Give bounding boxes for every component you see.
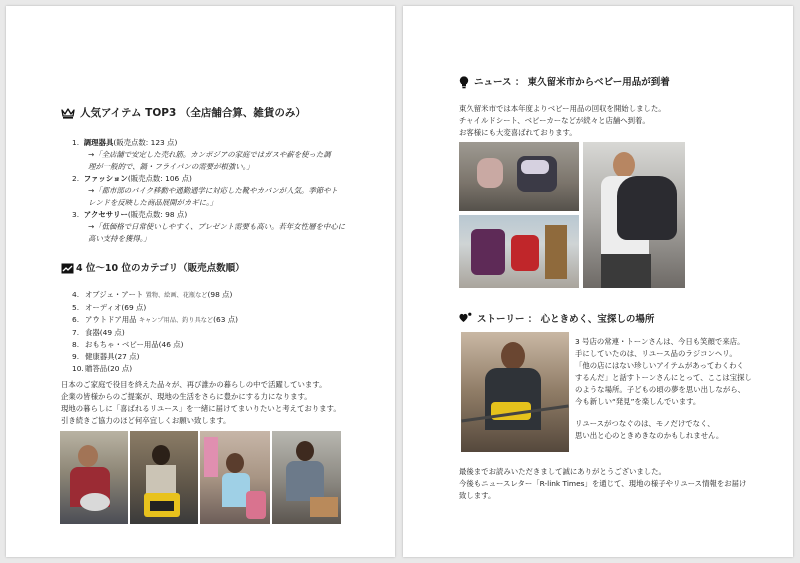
item-title: アクセサリー [83, 210, 128, 219]
item-comment: →「都市部のバイク移動や通勤通学に対応した靴やカバンが人気。季節やト [88, 186, 338, 195]
page-left [6, 6, 395, 557]
list-item: 6. アウトドア用品 キャンプ用品、釣り具など(63 点) [72, 315, 239, 324]
top3-heading: 人気アイテム TOP3 （全店舗合算、雑貨のみ） [80, 107, 306, 119]
news-body: 東久留米市では本年度よりベビー用品の回収を開始しました。 チャイルドシート、ベビーカーなどが続々と店舗へ到着。 お客様にも大変喜ばれております。 [459, 104, 666, 137]
item-comment: →「低価格で日常使いしやすく、プレゼント需要も高い。若年女性層を中心に [88, 222, 346, 231]
crown-icon [61, 107, 75, 119]
message-paragraph: 日本のご家庭で役目を終えた品々が、再び誰かの暮らしの中で活躍しています。 企業の皆様からのご提案が、現地の生活をさらに豊かにする力になります。 現地の暮らしに「喜ばれるリユース」を一緒に届けてまいりたいと考えております。 引き続きご協力のほど何卒宜しくお願い致します。 [61, 380, 341, 425]
item-title: ファッション [83, 174, 128, 183]
photo-customer-3 [200, 431, 270, 524]
category-list [72, 289, 238, 375]
closing-message: 最後までお読みいただきまして誠にありがとうございました。 今後もニュースレター「R-link Times」を通じて、現地の様子やリユース情報をお届け 致します。 [459, 467, 747, 500]
item-comment: 理が一般的で、鍋・フライパンの需要が根強い。」 [88, 162, 254, 171]
story-heading: ストーリー ： 心ときめく、宝探しの場所 [477, 314, 655, 325]
top3-item [72, 209, 372, 245]
top3-item [72, 173, 372, 209]
category-heading: 4 位〜10 位のカテゴリ（販売点数順） [76, 263, 245, 274]
photo-customer-2 [130, 431, 198, 524]
lightbulb-icon [459, 76, 469, 89]
item-number: 2. [72, 174, 80, 183]
item-title: 調理器具 [83, 138, 114, 147]
news-photo-grid [459, 142, 685, 288]
list-item: 9. 健康器具(27 点) [72, 352, 140, 361]
item-count: (販売点数: 123 点) [113, 138, 178, 147]
item-number: 1. [72, 138, 80, 147]
photo-strollers [459, 215, 579, 288]
list-item: 8. おもちゃ・ベビー用品(46 点) [72, 340, 184, 349]
heart-icon [459, 312, 472, 323]
top3-list [72, 137, 372, 245]
item-number: 3. [72, 210, 80, 219]
news-heading: ニュース ： 東久留米市からベビー用品が到着 [474, 77, 670, 88]
customer-photo-strip [60, 431, 341, 524]
list-item: 10.贈答品(20 点) [72, 364, 133, 373]
list-item: 4. オブジェ・アート 置物、絵画、花瓶など(98 点) [72, 290, 233, 299]
photo-customer-4 [272, 431, 341, 524]
item-comment: 高い支持を獲得。」 [88, 234, 151, 243]
item-count: (販売点数: 98 点) [127, 210, 188, 219]
list-item: 5. オーディオ(69 点) [72, 303, 147, 312]
photo-staff-car-seat [583, 142, 685, 288]
item-comment: レンドを反映した商品展開がカギに。」 [88, 198, 218, 207]
photo-customer-tone [461, 332, 569, 452]
list-item: 7. 食器(49 点) [72, 328, 125, 337]
photo-donated-goods [459, 142, 579, 211]
item-count: (販売点数: 106 点) [127, 174, 192, 183]
page-right [403, 6, 793, 557]
photo-customer-1 [60, 431, 128, 524]
top3-item [72, 137, 372, 173]
story-body: 3 号店の常連・トーンさんは、今日も笑顔で来店。 手にしていたのは、リユース品のラジコンヘリ。 「他の店にはない珍しいアイテムがあってわくわく するんだ」と話すトーンさんにとって、ここは宝探し のような場所。子どもの頃の夢を思い出しながら、 今も新しい“発見”を楽しんでいます。 リユースがつなぐのは、モノだけでなく、 思い出と心のときめきなのかもしれません。 [575, 337, 752, 440]
trend-chart-icon [61, 263, 74, 274]
item-comment: →「全店舗で安定した売れ筋。カンボジアの家庭ではガスや薪を使った調 [88, 150, 331, 159]
